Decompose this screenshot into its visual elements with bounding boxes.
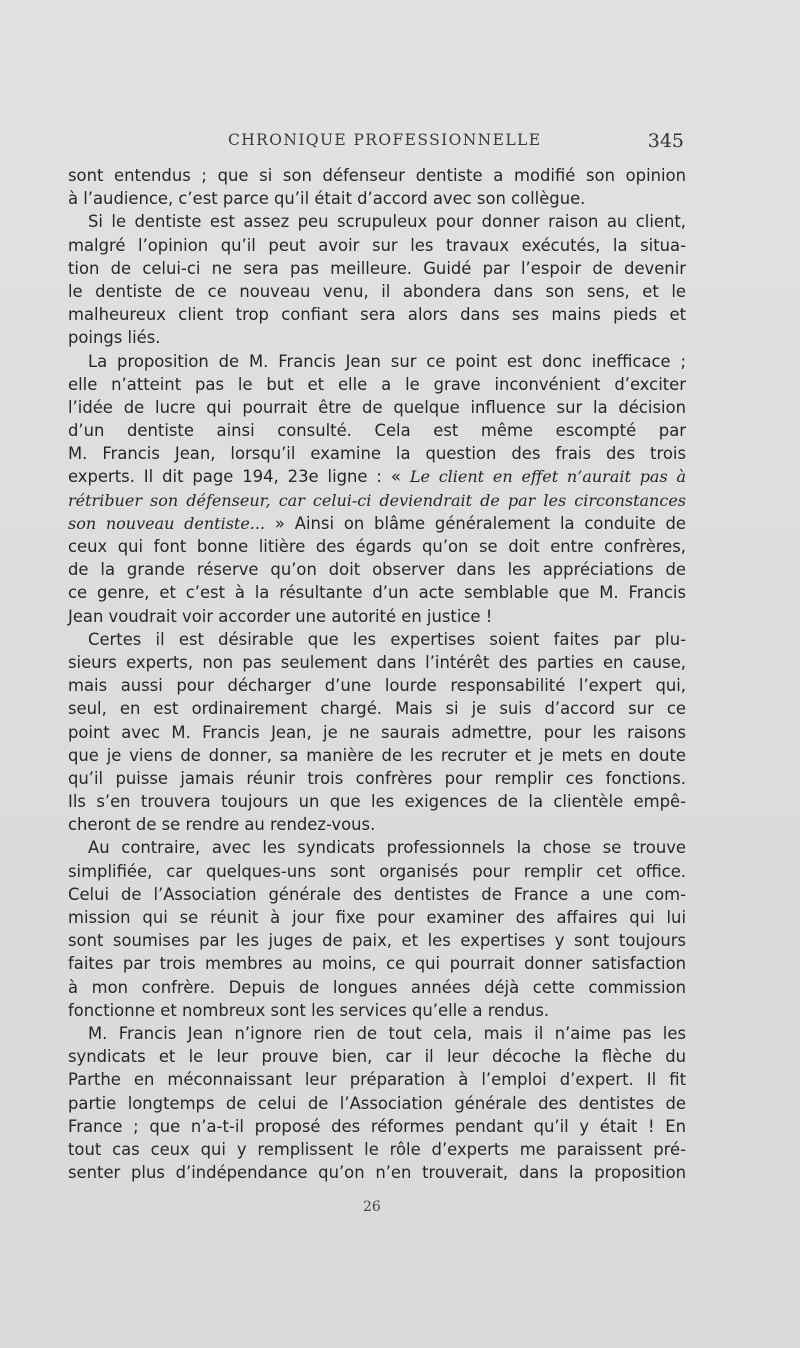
signature-mark: 26 xyxy=(363,1199,381,1215)
text-line: Au contraire, avec les syndicats professionnels la chose se trouve xyxy=(88,838,686,858)
italic-quote: son nouveau dentiste... xyxy=(68,513,266,533)
text-line: sont entendus ; que si son défenseur dentiste a modifié son opinion xyxy=(68,166,686,185)
text-segment: experts. Il dit page 194, 23e ligne : « xyxy=(68,467,401,487)
text-line: partie longtemps de celui de l’Association générale des dentistes de xyxy=(68,1093,686,1113)
text-line: La proposition de M. Francis Jean sur ce point est donc inefficace ; xyxy=(88,351,686,371)
text-line: d’un dentiste ainsi consulté. Cela est même escompté par xyxy=(68,421,686,441)
text-line: à mon confrère. Depuis de longues années déjà cette commission xyxy=(68,977,686,997)
text-line: Ils s’en trouvera toujours un que les exigences de la clientèle empê- xyxy=(68,792,686,812)
running-title: CHRONIQUE PROFESSIONNELLE xyxy=(228,131,542,149)
text-line: elle n’atteint pas le but et elle a le grave inconvénient d’exciter xyxy=(68,374,686,394)
text-line: le dentiste de ce nouveau venu, il abondera dans son sens, et le xyxy=(68,281,686,301)
text-line: M. Francis Jean, lorsqu’il examine la question des frais des trois xyxy=(68,444,686,464)
text-line: point avec M. Francis Jean, je ne saurais admettre, pour les raisons xyxy=(68,722,686,742)
text-line: tion de celui-ci ne sera pas meilleure. Guidé par l’espoir de devenir xyxy=(68,258,686,278)
text-line: simplifiée, car quelques-uns sont organisés pour remplir cet office. xyxy=(68,861,686,881)
text-line: malgré l’opinion qu’il peut avoir sur les travaux exécutés, la situa- xyxy=(68,235,686,255)
text-line: malheureux client trop confiant sera alors dans ses mains pieds et xyxy=(68,305,686,325)
text-line: Certes il est désirable que les expertises soient faites par plu- xyxy=(88,629,686,649)
text-line: fonctionne et nombreux sont les services qu’elle a rendus. xyxy=(68,1000,550,1020)
text-line: ce genre, et c’est à la résultante d’un acte semblable que M. Francis xyxy=(68,583,686,603)
italic-quote: Le client en effet n’aurait pas à xyxy=(409,467,687,487)
text-line: qu’il puisse jamais réunir trois confrères pour remplir ces fonctions. xyxy=(68,768,686,788)
text-line: poings liés. xyxy=(68,328,161,348)
text-line-italic xyxy=(68,489,686,512)
text-line: Si le dentiste est assez peu scrupuleux pour donner raison au client, xyxy=(88,212,686,232)
text-line: sieurs experts, non pas seulement dans l’intérêt des parties en cause, xyxy=(68,652,686,672)
text-line: mais aussi pour décharger d’une lourde responsabilité l’expert qui, xyxy=(68,676,686,696)
text-line: Jean voudrait voir accorder une autorité en justice ! xyxy=(68,606,493,626)
text-line-with-italic xyxy=(68,512,686,535)
text-line-with-italic xyxy=(68,465,686,488)
text-line: l’idée de lucre qui pourrait être de quelque influence sur la décision xyxy=(68,397,686,417)
text-line: senter plus d’indépendance qu’on n’en trouverait, dans la proposition xyxy=(68,1163,686,1183)
text-line: que je viens de donner, sa manière de les recruter et je mets en doute xyxy=(68,745,686,765)
body-text xyxy=(68,164,686,1184)
text-line: M. Francis Jean n’ignore rien de tout cela, mais il n’aime pas les xyxy=(88,1023,686,1043)
text-line: ceux qui font bonne litière des égards qu’on se doit entre confrères, xyxy=(68,537,686,556)
text-line: tout cas ceux qui y remplissent le rôle d’experts me paraissent pré- xyxy=(68,1139,686,1159)
text-segment: » Ainsi on blâme généralement la conduite de xyxy=(265,513,687,533)
text-line: Celui de l’Association générale des dentistes de France a une com- xyxy=(68,884,686,904)
text-line: à l’audience, c’est parce qu’il était d’accord avec son collègue. xyxy=(68,189,586,209)
page-header xyxy=(68,131,686,155)
text-line: sont soumises par les juges de paix, et les expertises y sont toujours xyxy=(68,931,686,951)
text-line: Parthe en méconnaissant leur préparation à l’emploi d’expert. Il fit xyxy=(68,1070,686,1090)
text-line: cheront de se rendre au rendez-vous. xyxy=(68,815,376,835)
text-line: mission qui se réunit à jour fixe pour examiner des affaires qui lui xyxy=(68,908,686,927)
text-line: France ; que n’a-t-il proposé des réformes pendant qu’il y était ! En xyxy=(68,1116,686,1136)
text-line: faites par trois membres au moins, ce qui pourrait donner satisfaction xyxy=(68,954,686,974)
italic-quote: rétribuer son défenseur, car celui-ci deviendrait de par les circonstances xyxy=(68,490,686,510)
page-number: 345 xyxy=(647,130,684,152)
text-line: de la grande réserve qu’on doit observer dans les appréciations de xyxy=(68,560,686,580)
text-line: syndicats et le leur prouve bien, car il leur décoche la flèche du xyxy=(68,1047,686,1067)
text-line: seul, en est ordinairement chargé. Mais si je suis d’accord sur ce xyxy=(68,699,686,719)
